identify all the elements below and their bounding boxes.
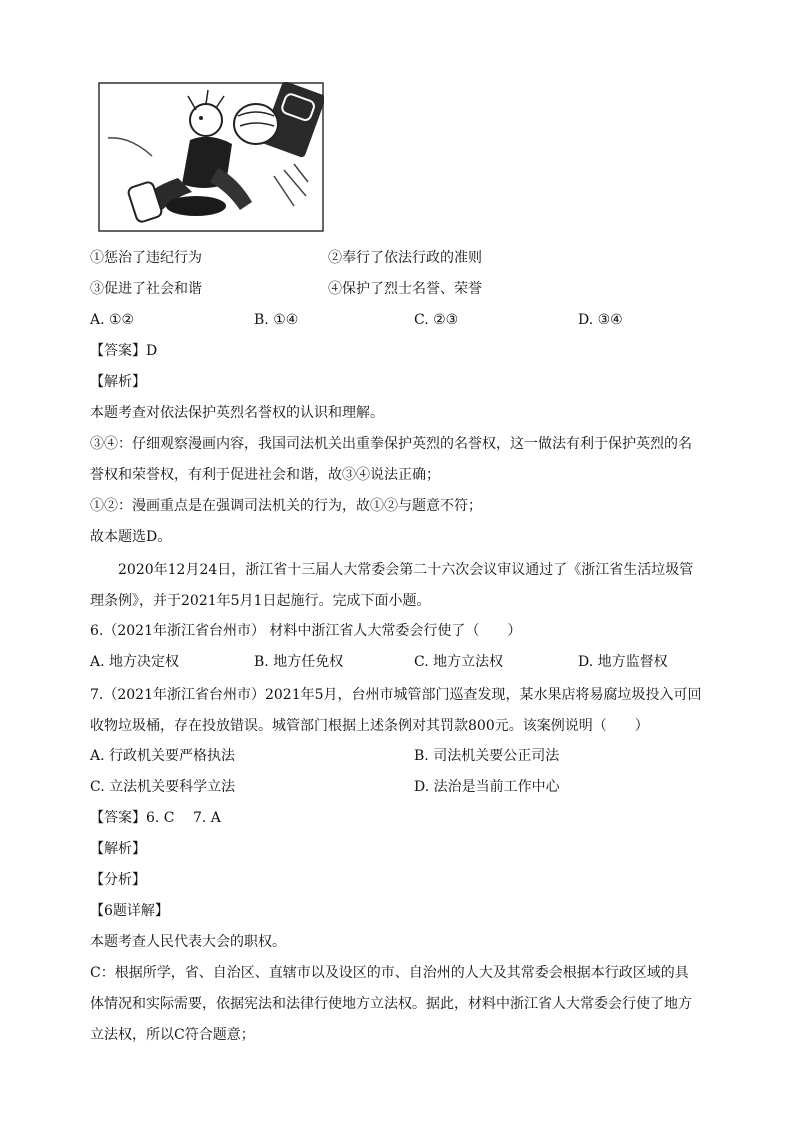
q6-choice-d: D. 地方监督权: [578, 654, 668, 670]
material-paragraph: 2020年12月24日，浙江省十三届人大常委会第二十六次会议审议通过了《浙江省生活垃圾管理条例》，并于2021年5月1日起施行。完成下面小题。: [90, 562, 694, 609]
analysis-label: 【解析】: [90, 374, 146, 390]
q6-detail-label: 【6题详解】: [90, 903, 169, 919]
answer-q6-q7: 【答案】6. C 7. A: [90, 810, 221, 826]
choice-a: A. ①②: [90, 312, 135, 328]
option-2: ②奉行了依法行政的准则: [328, 250, 482, 266]
analysis-line-1: 本题考查对依法保护英烈名誉权的认识和理解。: [90, 405, 384, 421]
q7-choice-b: B. 司法机关要公正司法: [414, 748, 560, 764]
q6-stem: 6.（2021年浙江省台州市） 材料中浙江省人大常委会行使了（ ）: [90, 623, 522, 639]
q7-choice-a: A. 行政机关要严格执法: [90, 748, 236, 764]
choice-c: C. ②③: [414, 312, 459, 328]
answer-q5: 【答案】D: [90, 343, 158, 359]
q6-choice-c: C. 地方立法权: [414, 654, 504, 670]
cartoon-illustration: [98, 82, 324, 232]
choice-b: B. ①④: [254, 312, 299, 328]
q7-choice-d: D. 法治是当前工作中心: [414, 779, 560, 795]
q6-choice-b: B. 地方任免权: [254, 654, 344, 670]
q7-choice-c: C. 立法机关要科学立法: [90, 779, 236, 795]
analysis-line-4: 故本题选D。: [90, 529, 172, 545]
analysis-line-2: ③④：仔细观察漫画内容，我国司法机关出重拳保护英烈的名誉权，这一做法有利于保护英烈的名誉权和荣誉权，有利于促进社会和谐，故③④说法正确；: [90, 436, 692, 483]
analysis2-label: 【解析】: [90, 841, 146, 857]
q6-detail-line-1: 本题考查人民代表大会的职权。: [90, 934, 286, 950]
option-1: ①惩治了违纪行为: [90, 250, 202, 266]
q6-choice-a: A. 地方决定权: [90, 654, 180, 670]
q6-detail-line-2: C：根据所学，省、自治区、直辖市以及设区的市、自治州的人大及其常委会根据本行政区域的具体情况和实际需要，依据宪法和法律行使地方立法权。据此，材料中浙江省人大常委会行使了地方立法权，所以C符合题意；: [90, 965, 692, 1043]
fenxi-label: 【分析】: [90, 872, 146, 888]
option-3: ③促进了社会和谐: [90, 281, 202, 297]
option-4: ④保护了烈士名誉、荣誉: [328, 281, 482, 297]
q7-stem: 7.（2021年浙江省台州市）2021年5月，台州市城管部门巡查发现，某水果店将易腐垃圾投入可回收物垃圾桶，存在投放错误。城管部门根据上述条例对其罚款800元。该案例说明（ ）: [90, 687, 702, 734]
choice-d: D. ③④: [578, 312, 623, 328]
analysis-line-3: ①②：漫画重点是在强调司法机关的行为，故①②与题意不符；: [90, 498, 482, 514]
